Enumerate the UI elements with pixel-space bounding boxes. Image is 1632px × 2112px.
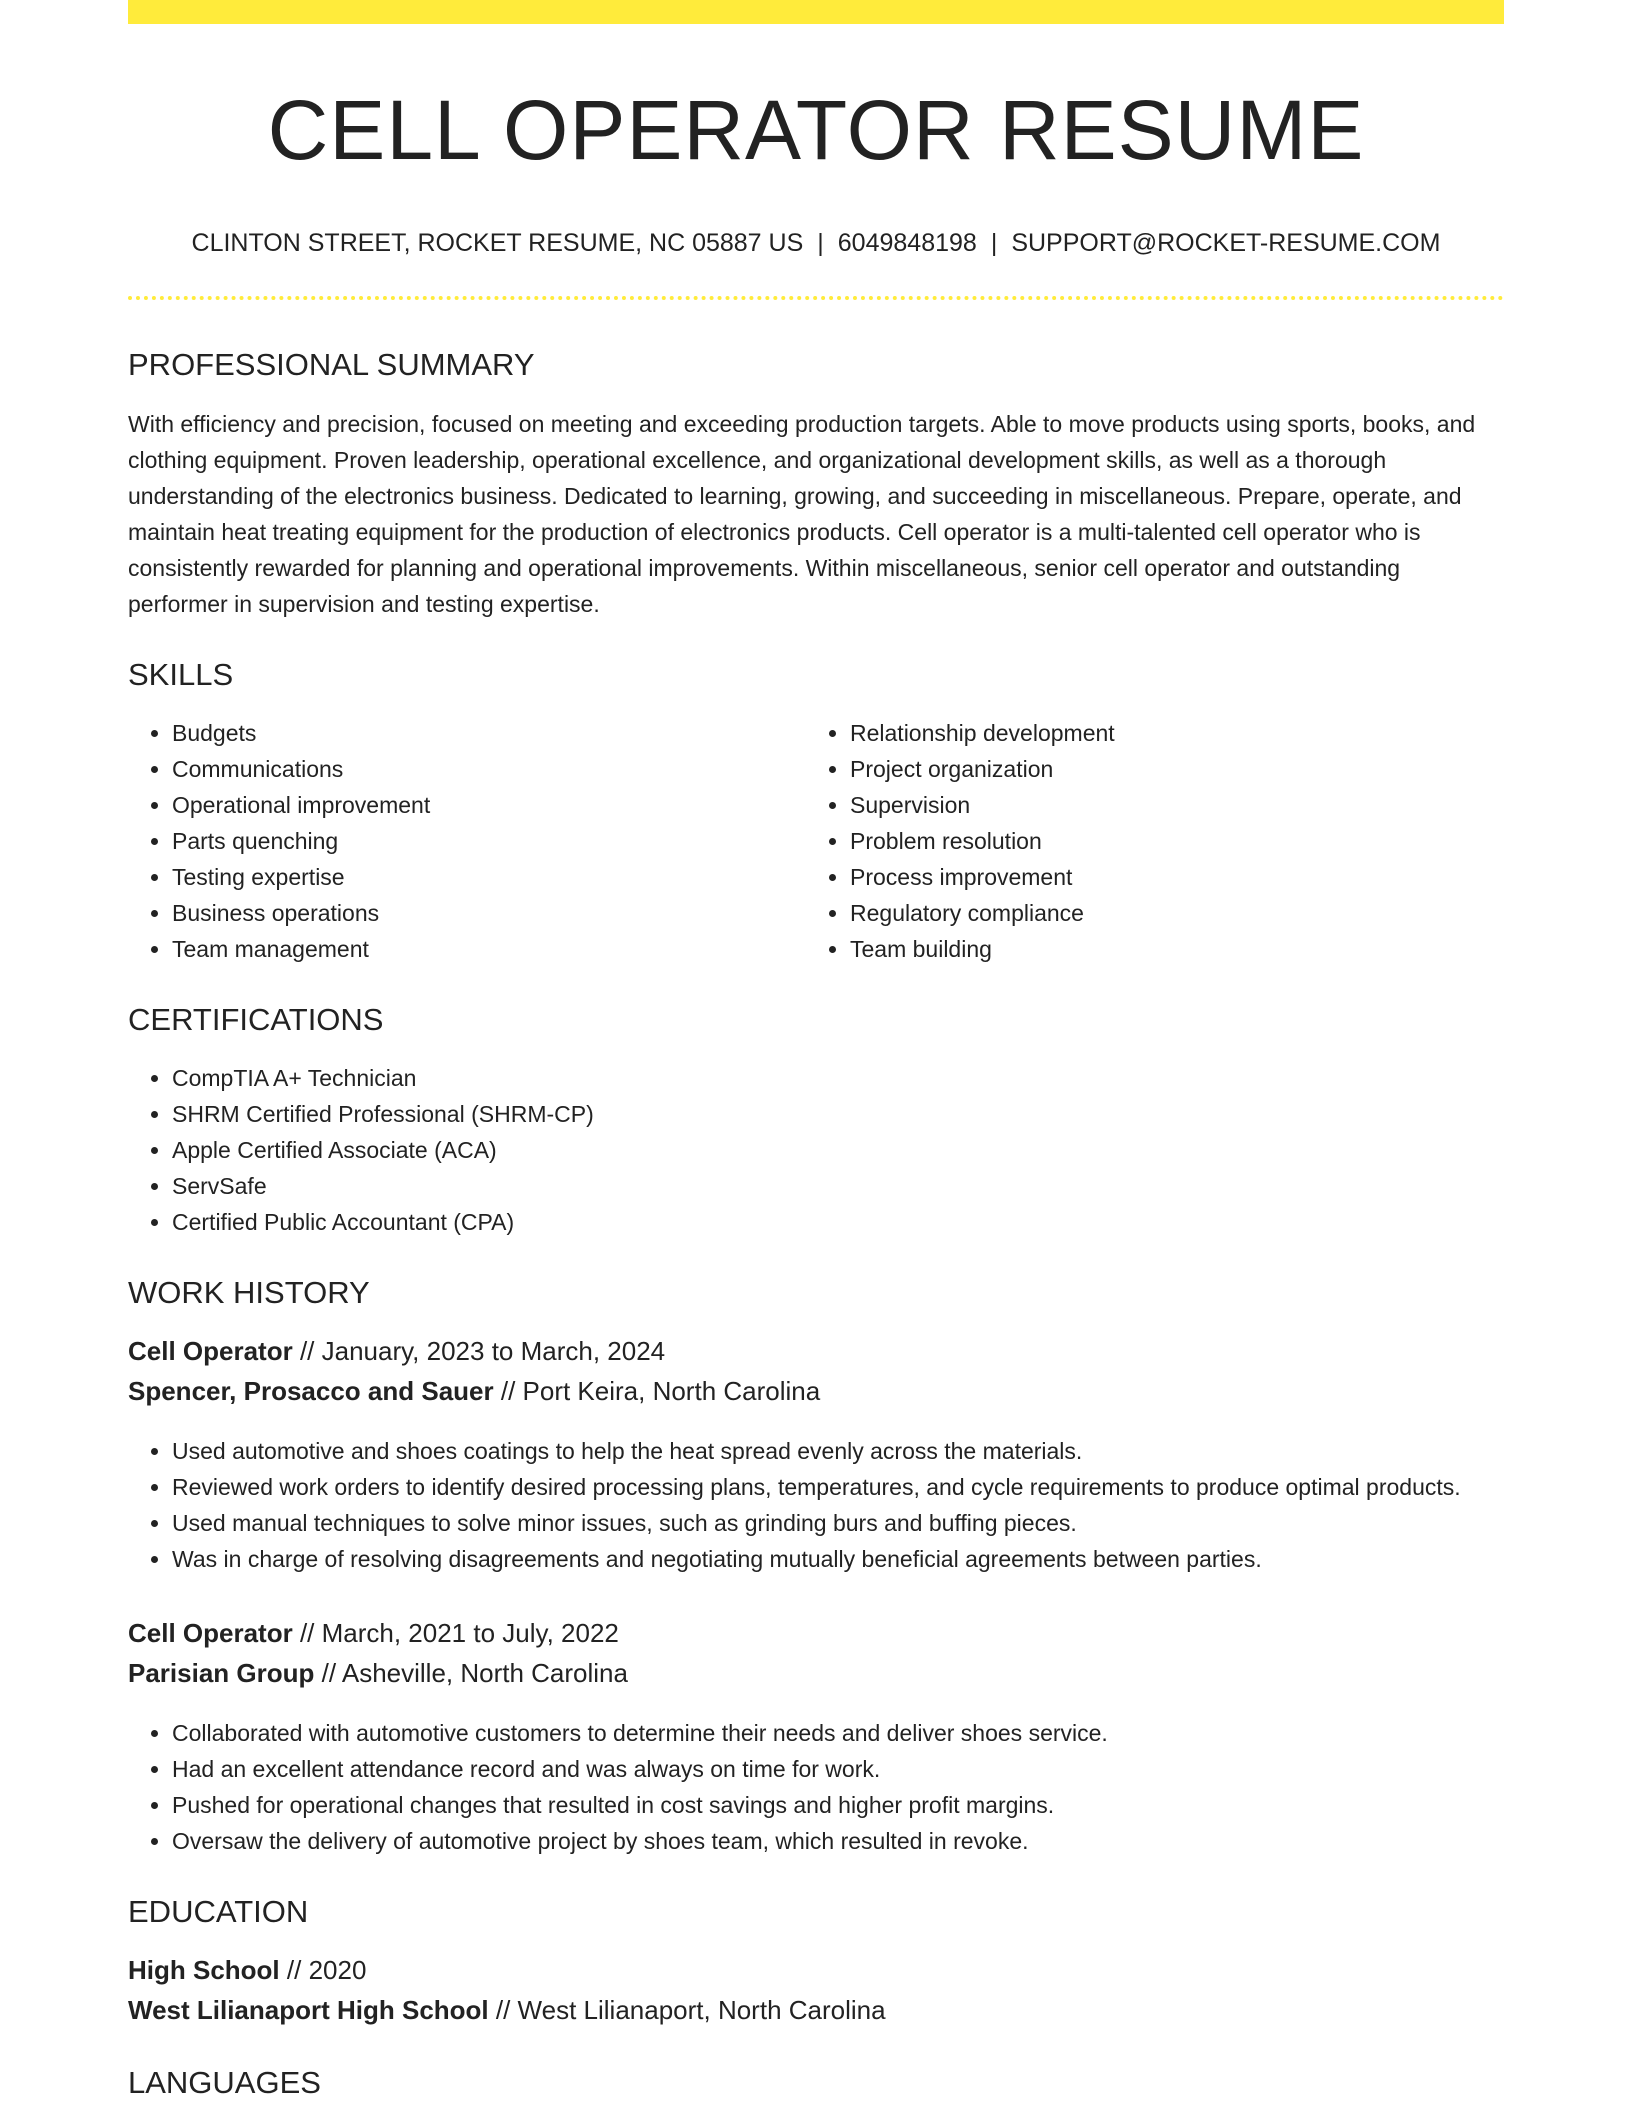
- skill-item: • Budgets: [172, 715, 806, 751]
- skill-item: • Parts quenching: [172, 823, 806, 859]
- certification-item: • CompTIA A+ Technician: [172, 1060, 1504, 1096]
- education-degree: High School: [128, 1955, 280, 1986]
- skills-heading: SKILLS: [128, 656, 234, 692]
- job-company-line: [128, 1653, 1504, 1693]
- education-degree-line: [128, 1950, 1504, 1990]
- job-bullet: • Oversaw the delivery of automotive project by shoes team, which resulted in revoke.: [172, 1823, 1504, 1859]
- job-bullet: • Had an excellent attendance record and was always on time for work.: [172, 1751, 1504, 1787]
- certification-item: • SHRM Certified Professional (SHRM-CP): [172, 1096, 1504, 1132]
- certifications-heading: CERTIFICATIONS: [128, 1001, 384, 1037]
- skill-item: • Communications: [172, 751, 806, 787]
- certification-item: • Apple Certified Associate (ACA): [172, 1132, 1504, 1168]
- skill-item: • Testing expertise: [172, 859, 806, 895]
- job-bullet: • Collaborated with automotive customers to determine their needs and deliver shoes service.: [172, 1715, 1504, 1751]
- job-role: Cell Operator: [128, 1336, 293, 1367]
- job-location: // Asheville, North Carolina: [314, 1658, 628, 1689]
- job-bullet: • Used manual techniques to solve minor issues, such as grinding burs and buffing pieces.: [172, 1505, 1504, 1541]
- skill-item: • Relationship development: [850, 715, 1484, 751]
- summary-heading: PROFESSIONAL SUMMARY: [128, 347, 535, 383]
- certification-item: • ServSafe: [172, 1168, 1504, 1204]
- skills-columns: [128, 715, 1504, 967]
- job-company-line: [128, 1371, 1504, 1411]
- job-title-line: [128, 1331, 1504, 1371]
- languages-heading: LANGUAGES: [128, 2065, 321, 2101]
- skill-item: • Project organization: [850, 751, 1484, 787]
- job-dates: // January, 2023 to March, 2024: [292, 1336, 666, 1367]
- summary-text: With efficiency and precision, focused on meeting and exceeding production targets. Able to move products using sports, books, and clothing equipment. Proven leadership, operational excellence, and organizational development skills, as well as a thorough understanding of the electronics business. Dedicated to learning, growing, and succeeding in miscellaneous. Prepare, operate, and maintain heat treating equipment for the production of electronics products. Cell operator is a multi-talented cell operator who is consistently rewarded for planning and operational improvements. Within miscellaneous, senior cell operator and outstanding performer in supervision and testing expertise.: [128, 410, 1476, 617]
- job-role: Cell Operator: [128, 1618, 293, 1649]
- education-year: // 2020: [279, 1955, 367, 1986]
- skill-item: • Team building: [850, 931, 1484, 967]
- job-entry: [128, 1331, 1504, 1577]
- job-company: Spencer, Prosacco and Sauer: [128, 1376, 494, 1407]
- job-dates: // March, 2021 to July, 2022: [292, 1618, 619, 1649]
- dotted-divider: [128, 296, 1504, 300]
- email: SUPPORT@ROCKET-RESUME.COM: [1011, 229, 1441, 258]
- certification-item: • Certified Public Accountant (CPA): [172, 1204, 1504, 1240]
- skill-item: • Process improvement: [850, 859, 1484, 895]
- job-bullets: [128, 1433, 1504, 1577]
- skill-item: • Operational improvement: [172, 787, 806, 823]
- job-bullet: • Was in charge of resolving disagreements and negotiating mutually beneficial agreements between parties.: [172, 1541, 1504, 1577]
- job-entry: [128, 1613, 1504, 1859]
- resume-title: CELL OPERATOR RESUME: [267, 83, 1365, 177]
- address: CLINTON STREET, ROCKET RESUME, NC 05887 US: [191, 229, 804, 258]
- skills-right-list: [806, 715, 1484, 967]
- skill-item: • Business operations: [172, 895, 806, 931]
- job-bullet: • Pushed for operational changes that resulted in cost savings and higher profit margins.: [172, 1787, 1504, 1823]
- phone: 6049848198: [837, 229, 977, 258]
- skill-item: • Problem resolution: [850, 823, 1484, 859]
- education-heading: EDUCATION: [128, 1894, 309, 1930]
- contact-line: [128, 228, 1504, 258]
- job-company: Parisian Group: [128, 1658, 315, 1689]
- separator: |: [990, 229, 998, 258]
- separator: |: [817, 229, 824, 258]
- skill-item: • Team management: [172, 931, 806, 967]
- work-history-heading: WORK HISTORY: [128, 1274, 370, 1310]
- job-bullet: • Reviewed work orders to identify desired processing plans, temperatures, and cycle requirements to produce optimal products.: [172, 1469, 1504, 1505]
- skill-item: • Supervision: [850, 787, 1484, 823]
- certifications-list: [128, 1060, 1504, 1240]
- skills-left-list: [128, 715, 806, 967]
- education-school: West Lilianaport High School: [128, 1995, 489, 2026]
- job-bullets: [128, 1715, 1504, 1859]
- resume-page: [128, 0, 1504, 2102]
- education-school-line: [128, 1990, 1504, 2030]
- top-accent-bar: [128, 0, 1504, 24]
- job-location: // Port Keira, North Carolina: [493, 1376, 821, 1407]
- job-bullet: • Used automotive and shoes coatings to help the heat spread evenly across the materials.: [172, 1433, 1504, 1469]
- job-title-line: [128, 1613, 1504, 1653]
- skill-item: • Regulatory compliance: [850, 895, 1484, 931]
- education-location: // West Lilianaport, North Carolina: [488, 1995, 886, 2026]
